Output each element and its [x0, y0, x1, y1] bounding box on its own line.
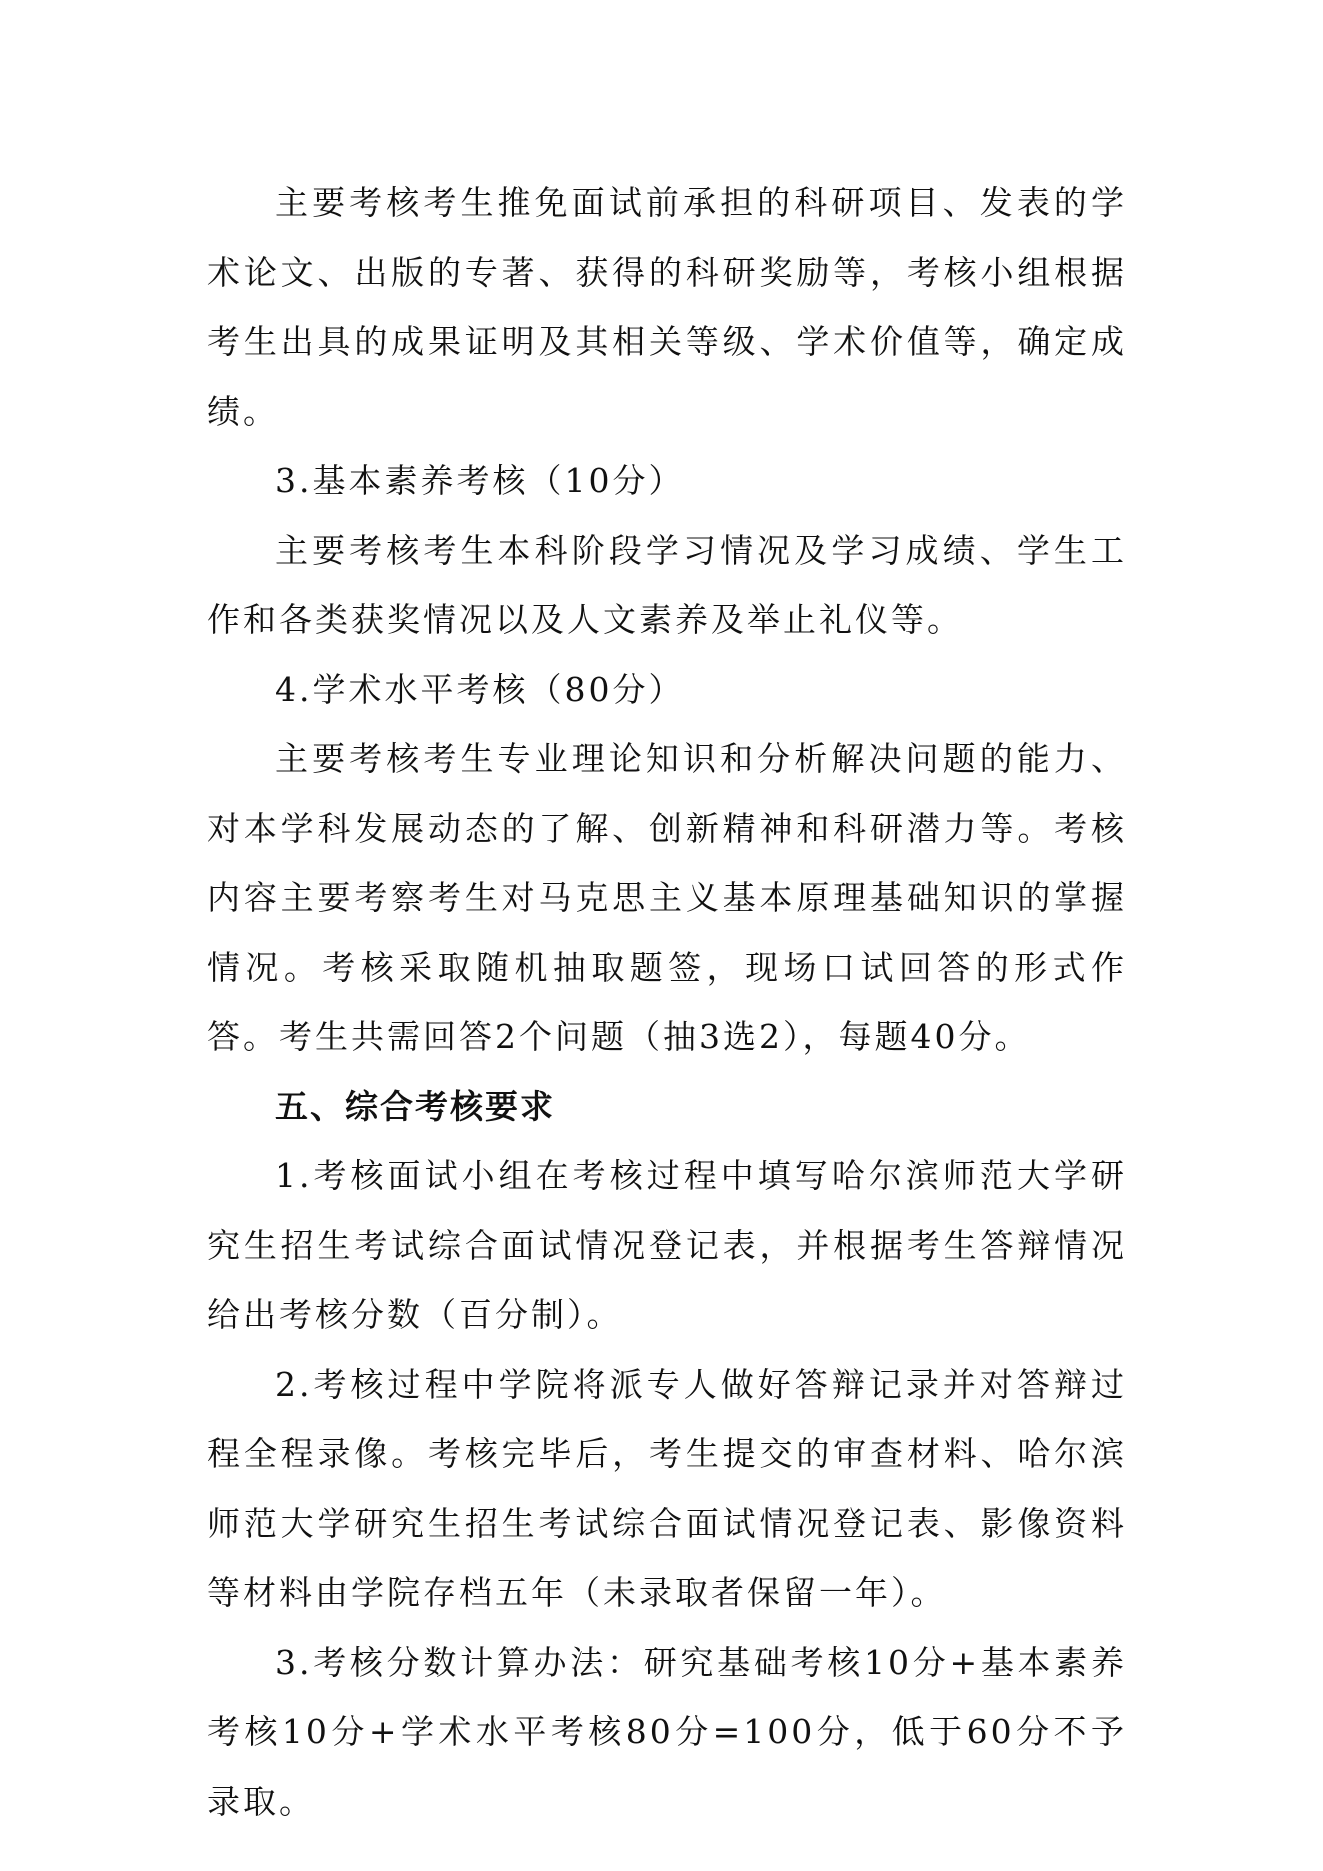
paragraph-basic-quality-description: 主要考核考生本科阶段学习情况及学习成绩、学生工作和各类获奖情况以及人文素养及举止礼仪等。: [207, 530, 1127, 639]
paragraph-requirement-3: 3.考核分数计算办法：研究基础考核10分+基本素养考核10分+学术水平考核80分=100分，低于60分不予录取。: [207, 1642, 1127, 1821]
paragraph-academic-level-description: 主要考核考生专业理论知识和分析解决问题的能力、对本学科发展动态的了解、创新精神和科研潜力等。考核内容主要考察考生对马克思主义基本原理基础知识的掌握情况。考核采取随机抽取题签，现场口试回答的形式作答。考生共需回答2个问题（抽3选2），每题40分。: [207, 739, 1127, 1056]
paragraph-requirement-2: 2.考核过程中学院将派专人做好答辩记录并对答辩过程全程录像。考核完毕后，考生提交的审查材料、哈尔滨师范大学研究生招生考试综合面试情况登记表、影像资料等材料由学院存档五年（未录取者保留一年）。: [207, 1364, 1127, 1612]
paragraph-requirement-1: 1.考核面试小组在考核过程中填写哈尔滨师范大学研究生招生考试综合面试情况登记表，并根据考生答辩情况给出考核分数（百分制）。: [207, 1156, 1127, 1334]
section-basic-quality-title: 3.基本素养考核（10分）: [275, 461, 685, 500]
section-academic-level-title: 4.学术水平考核（80分）: [275, 669, 685, 709]
document-body: [207, 168, 1127, 1836]
section-heading-requirements: 五、综合考核要求: [275, 1086, 555, 1126]
paragraph-research-basis-description: 主要考核考生推免面试前承担的科研项目、发表的学术论文、出版的专著、获得的科研奖励等，考核小组根据考生出具的成果证明及其相关等级、学术价值等，确定成绩。: [207, 183, 1127, 431]
